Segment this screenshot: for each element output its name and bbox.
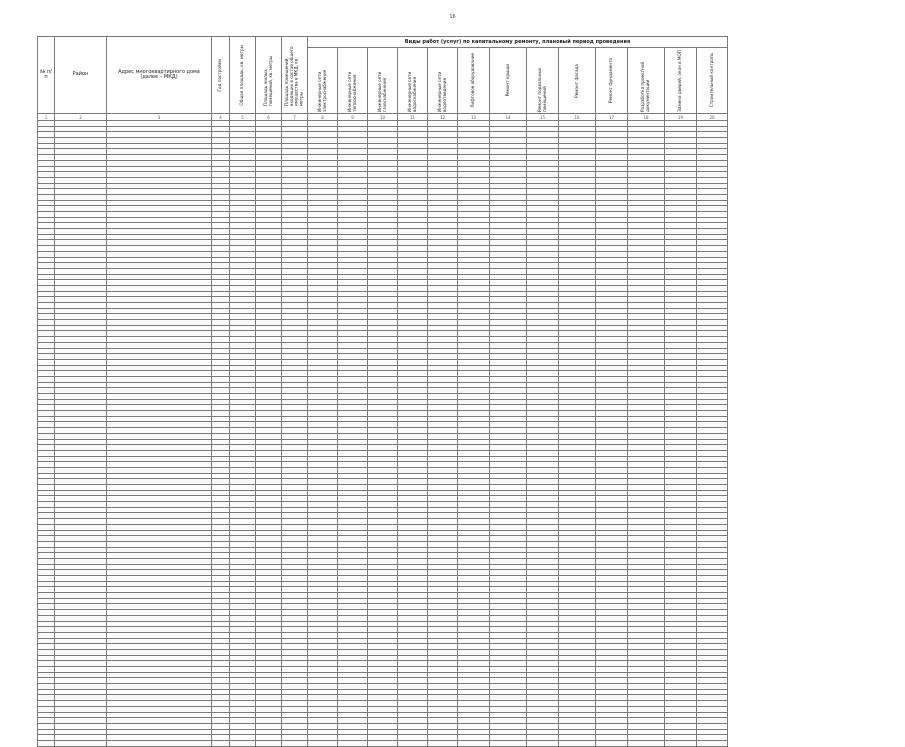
header-work-basement: Ремонт подвальных помещений xyxy=(527,48,559,114)
table-cell xyxy=(428,740,458,746)
header-work-roof: Ремонт крыши xyxy=(490,48,527,114)
table-cell xyxy=(107,740,212,746)
table-cell xyxy=(398,740,428,746)
table-cell xyxy=(665,740,697,746)
column-numbers-row: 1 2 3 4 5 6 7 8 9 10 11 12 13 14 15 16 17 18 19 20 xyxy=(38,114,728,121)
table-cell xyxy=(212,740,230,746)
page-number: 16 xyxy=(449,14,456,20)
header-common-area: Площадь помещений, входящих в состав общего имущества в МКД, кв. метры xyxy=(282,37,308,114)
table-cell xyxy=(559,740,596,746)
table-cell xyxy=(368,740,398,746)
table-cell xyxy=(490,740,527,746)
table-cell xyxy=(308,740,338,746)
table-body xyxy=(38,121,728,747)
table-cell xyxy=(256,740,282,746)
table-cell xyxy=(628,740,665,746)
table-cell xyxy=(596,740,628,746)
table-cell xyxy=(697,740,728,746)
header-work-facade: Ремонт фасада xyxy=(559,48,596,114)
header-work-power: Инженерные сети электроснабжения xyxy=(308,48,338,114)
table-cell xyxy=(527,740,559,746)
header-address: Адрес многоквартирного дома (далее – МКД) xyxy=(107,37,212,114)
header-work-sewer: Инженерные сети водоотведения xyxy=(428,48,458,114)
table-cell xyxy=(55,740,107,746)
table-cell xyxy=(338,740,368,746)
header-work-control: Строительный контроль xyxy=(697,48,728,114)
capital-repair-table xyxy=(37,36,728,747)
table-cell xyxy=(458,740,490,746)
header-premises-area: Площадь жилых помещений, кв. метры xyxy=(256,37,282,114)
table-cell xyxy=(38,740,55,746)
header-year: Год постройки xyxy=(212,37,230,114)
table-cell xyxy=(230,740,256,746)
header-work-heat: Инженерные сети теплоснабжения xyxy=(338,48,368,114)
header-num: № п/п xyxy=(38,37,55,114)
header-work-gas: Инженерные сети газоснабжения xyxy=(368,48,398,114)
header-district: Район xyxy=(55,37,107,114)
table-row xyxy=(38,740,728,746)
header-work-foundation: Ремонт фундамента xyxy=(596,48,628,114)
header-work-water: Инженерные сети водоснабжения xyxy=(398,48,428,114)
header-work-design: Разработка проектной документации xyxy=(628,48,665,114)
header-work-doors: Замена дверей, окон в МОП xyxy=(665,48,697,114)
header-work-elevator: Лифтовое оборудование xyxy=(458,48,490,114)
header-works-group: Виды работ (услуг) по капитальному ремонту, плановый период проведения xyxy=(308,37,728,48)
table-cell xyxy=(282,740,308,746)
header-total-area: Общая площадь, кв. метры xyxy=(230,37,256,114)
table-header xyxy=(38,37,728,121)
